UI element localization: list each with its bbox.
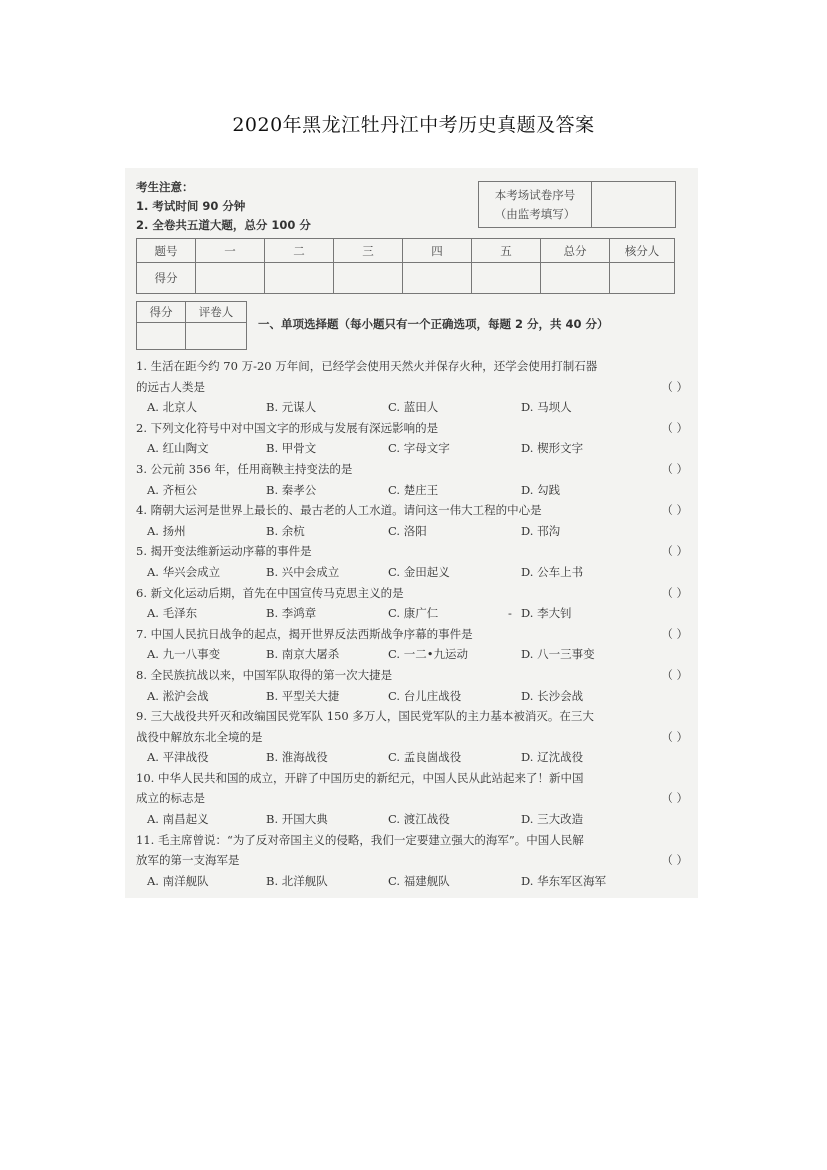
- score-header-cell: 二: [265, 239, 334, 263]
- option-b: B. 李鸿章: [266, 606, 317, 621]
- answer-paren: （ ）: [661, 585, 688, 600]
- notice-line-2: 2. 全卷共五道大题，总分 100 分: [136, 218, 311, 232]
- question-line: 9. 三大战役共歼灭和改编国民党军队 150 多万人，国民党军队的主力基本被消灭。在三大: [136, 709, 594, 724]
- question-list: [136, 356, 688, 891]
- option-c: C. 蓝田人: [388, 400, 439, 415]
- question-line: 成立的标志是: [136, 791, 205, 806]
- question-text: [136, 706, 688, 727]
- score-table: [136, 238, 675, 294]
- option-a: A. 齐桓公: [147, 482, 198, 497]
- option-b: B. 余杭: [266, 523, 305, 538]
- options-row: [136, 686, 688, 707]
- option-d: D. 公车上书: [521, 564, 584, 579]
- score-cell: [472, 263, 541, 294]
- option-b: B. 开国大典: [266, 812, 328, 827]
- section-title: 一、单项选择题（每小题只有一个正确选项，每题 2 分，共 40 分）: [258, 317, 609, 331]
- question-text: [136, 830, 688, 851]
- grader-name-label: 评卷人: [186, 302, 247, 323]
- answer-paren: （ ）: [661, 461, 688, 476]
- grader-name-cell: [186, 323, 247, 350]
- options-row: [136, 480, 688, 501]
- option-c: C. 福建舰队: [388, 873, 450, 888]
- option-d: D. 邗沟: [521, 523, 561, 538]
- score-header-cell: 四: [403, 239, 472, 263]
- score-header-cell: 一: [196, 239, 265, 263]
- option-b: B. 淮海战役: [266, 750, 328, 765]
- question-line: 4. 隋朝大运河是世界上最长的、最古老的人工水道。请问这一伟大工程的中心是: [136, 503, 542, 518]
- options-row: [136, 521, 688, 542]
- question-text: [136, 768, 688, 789]
- grader-table: [136, 301, 247, 350]
- option-a: A. 九一八事变: [147, 647, 221, 662]
- answer-paren: （ ）: [661, 379, 688, 394]
- question-text: [136, 788, 688, 809]
- answer-paren: （ ）: [661, 626, 688, 641]
- answer-paren: （ ）: [661, 791, 688, 806]
- answer-paren: （ ）: [661, 729, 688, 744]
- answer-paren: （ ）: [661, 667, 688, 682]
- options-row: [136, 644, 688, 665]
- option-d: D. 马坝人: [521, 400, 572, 415]
- serial-label-line-2: （由监考填写）: [494, 206, 576, 221]
- option-b: B. 秦孝公: [266, 482, 317, 497]
- answer-paren: （ ）: [661, 544, 688, 559]
- option-b: B. 南京大屠杀: [266, 647, 340, 662]
- stray-mark: -: [508, 606, 512, 621]
- option-c: C. 金田起义: [388, 564, 450, 579]
- score-header-cell: 总分: [541, 239, 610, 263]
- grader-score-label: 得分: [137, 302, 186, 323]
- question-text: [136, 850, 688, 871]
- option-c: C. 孟良崮战役: [388, 750, 462, 765]
- option-c: C. 洛阳: [388, 523, 427, 538]
- options-row: [136, 809, 688, 830]
- question-text: [136, 418, 688, 439]
- question-text: [136, 583, 688, 604]
- question-line: 放军的第一支海军是: [136, 853, 240, 868]
- option-c: C. 字母文字: [388, 441, 450, 456]
- exam-serial-box: [478, 181, 676, 228]
- option-d: D. 长沙会战: [521, 688, 584, 703]
- question-line: 1. 生活在距今约 70 万-20 万年间，已经学会使用天然火并保存火种，还学会使用打制石器: [136, 359, 598, 373]
- score-cell: [403, 263, 472, 294]
- options-row: [136, 871, 688, 892]
- option-c: C. 楚庄王: [388, 482, 439, 497]
- score-cell: [541, 263, 610, 294]
- option-c: C. 渡江战役: [388, 812, 450, 827]
- option-b: B. 元谋人: [266, 400, 317, 415]
- score-cell: [610, 263, 675, 294]
- options-row: [136, 438, 688, 459]
- question-line: 8. 全民族抗战以来，中国军队取得的第一次大捷是: [136, 667, 393, 682]
- option-a: A. 南昌起义: [147, 812, 209, 827]
- notice-heading: 考生注意：: [136, 180, 194, 194]
- question-line: 7. 中国人民抗日战争的起点，揭开世界反法西斯战争序幕的事件是: [136, 626, 473, 641]
- question-text: [136, 377, 688, 398]
- exam-notice: [136, 178, 311, 235]
- score-header-cell: 题号: [137, 239, 196, 263]
- score-header-cell: 核分人: [610, 239, 675, 263]
- option-d: D. 楔形文字: [521, 441, 584, 456]
- option-d: D. 八一三事变: [521, 647, 595, 662]
- option-d: D. 勾践: [521, 482, 561, 497]
- option-d: D. 三大改造: [521, 812, 584, 827]
- score-table-header-row: [137, 239, 675, 263]
- option-a: A. 华兴会成立: [147, 564, 221, 579]
- question-text: [136, 624, 688, 645]
- option-b: B. 兴中会成立: [266, 564, 340, 579]
- score-row-label: 得分: [137, 263, 196, 294]
- question-line: 5. 揭开变法维新运动序幕的事件是: [136, 544, 312, 559]
- question-line: 2. 下列文化符号中对中国文字的形成与发展有深远影响的是: [136, 420, 439, 435]
- option-a: A. 北京人: [147, 400, 198, 415]
- options-row: [136, 747, 688, 768]
- answer-paren: （ ）: [661, 853, 688, 868]
- option-a: A. 毛泽东: [147, 606, 198, 621]
- question-line: 的远古人类是: [136, 379, 205, 394]
- grader-score-cell: [137, 323, 186, 350]
- question-line: 3. 公元前 356 年，任用商鞅主持变法的是: [136, 461, 353, 476]
- option-d: D. 李大钊: [521, 606, 572, 621]
- question-line: 6. 新文化运动后期，首先在中国宣传马克思主义的是: [136, 585, 404, 600]
- score-cell: [334, 263, 403, 294]
- question-line: 11. 毛主席曾说：“为了反对帝国主义的侵略，我们一定要建立强大的海军”。中国人民解: [136, 832, 584, 847]
- option-a: A. 南洋舰队: [147, 873, 209, 888]
- option-a: A. 红山陶文: [147, 441, 209, 456]
- options-row: [136, 397, 688, 418]
- score-table-score-row: [137, 263, 675, 294]
- question-line: 战役中解放东北全境的是: [136, 729, 263, 744]
- option-b: B. 平型关大捷: [266, 688, 340, 703]
- option-b: B. 甲骨文: [266, 441, 317, 456]
- option-c: C. 康广仁: [388, 606, 439, 621]
- serial-label-line-1: 本考场试卷序号: [494, 187, 576, 202]
- serial-label: [479, 182, 592, 227]
- option-c: C. 台儿庄战役: [388, 688, 462, 703]
- question-text: [136, 727, 688, 748]
- score-header-cell: 三: [334, 239, 403, 263]
- option-a: A. 淞沪会战: [147, 688, 209, 703]
- question-text: [136, 356, 688, 377]
- score-cell: [265, 263, 334, 294]
- question-text: [136, 665, 688, 686]
- answer-paren: （ ）: [661, 503, 688, 518]
- question-text: [136, 541, 688, 562]
- option-a: A. 扬州: [147, 523, 186, 538]
- question-text: [136, 459, 688, 480]
- options-row: [136, 562, 688, 583]
- option-b: B. 北洋舰队: [266, 873, 328, 888]
- notice-line-1: 1. 考试时间 90 分钟: [136, 199, 246, 213]
- option-d: D. 辽沈战役: [521, 750, 584, 765]
- options-row: [136, 603, 688, 624]
- score-header-cell: 五: [472, 239, 541, 263]
- option-d: D. 华东军区海军: [521, 873, 607, 888]
- answer-paren: （ ）: [661, 420, 688, 435]
- scanned-exam-page: [125, 168, 698, 898]
- option-c: C. 一二•九运动: [388, 647, 468, 662]
- option-a: A. 平津战役: [147, 750, 209, 765]
- serial-number-cell: [592, 182, 675, 227]
- score-cell: [196, 263, 265, 294]
- document-title: 2020年黑龙江牡丹江中考历史真题及答案: [232, 114, 595, 136]
- question-line: 10. 中华人民共和国的成立，开辟了中国历史的新纪元，中国人民从此站起来了！新中国: [136, 770, 584, 785]
- question-text: [136, 500, 688, 521]
